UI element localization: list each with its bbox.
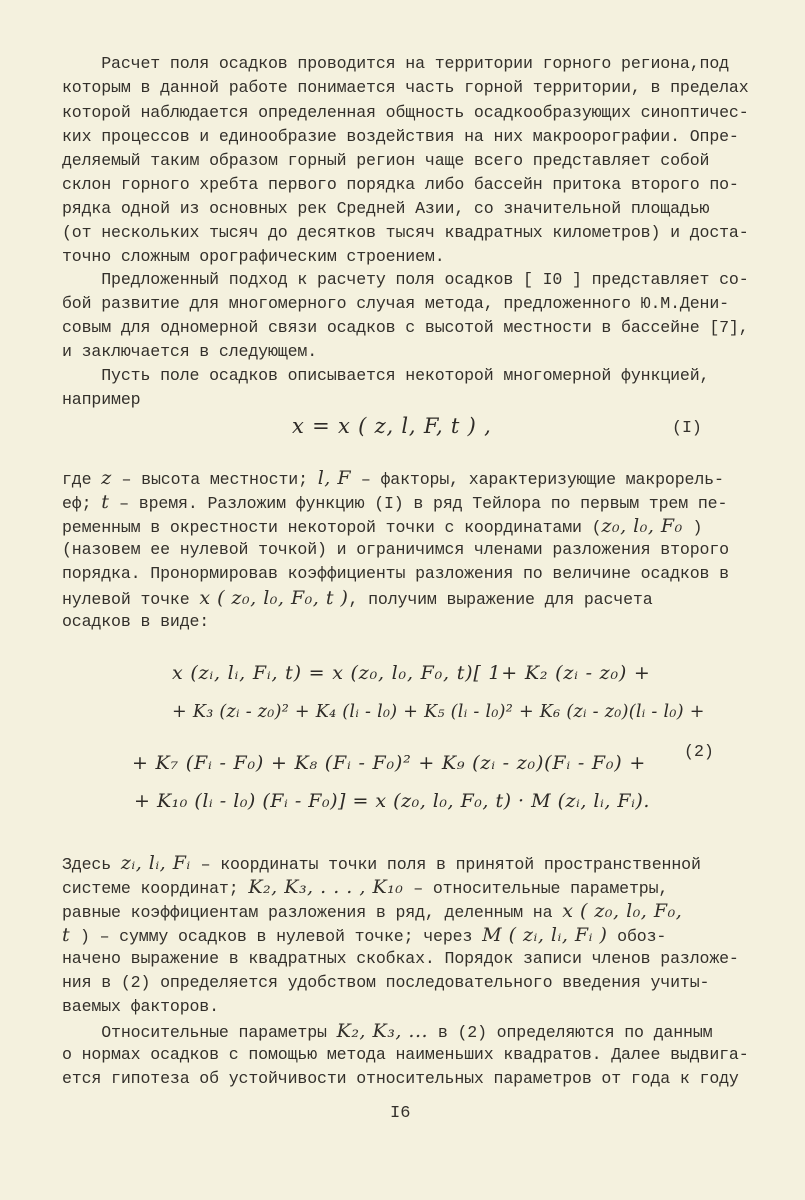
equation-2-line-4: + K₁₀ (lᵢ - l₀) (Fᵢ - F₀)] = x (z₀, l₀, F₀, t) · M (zᵢ, lᵢ, Fᵢ). — [134, 790, 650, 812]
zero-point-value: x ( z₀, l₀, F₀, t ) — [199, 587, 349, 609]
text-line: осадков в виде: — [62, 612, 210, 631]
text-line: ваемых факторов. — [62, 997, 219, 1016]
text-line: Здесь zᵢ, lᵢ, Fᵢ – координаты точки поля в принятой пространственной — [62, 852, 701, 874]
text-line: которым в данной работе понимается часть горной территории, в пределах — [62, 78, 749, 97]
zero-point-coords: z₀, l₀, F₀ — [601, 515, 683, 537]
text-line: склон горного хребта первого порядка либо бассейн притока второго по- — [62, 175, 739, 194]
equation-1: x = x ( z, l, F, t ) , — [292, 414, 492, 438]
text-line: ния в (2) определяется удобством последовательного введения учиты- — [62, 973, 710, 992]
text-line: точно сложным орографическим строением. — [62, 247, 445, 266]
text-line: совым для одномерной связи осадков с высотой местности в бассейне [7], — [62, 318, 749, 337]
text-line: ких процессов и единообразие воздействия на них макроорографии. Опре- — [62, 127, 739, 146]
text-line: Расчет поля осадков проводится на территории горного региона,под — [62, 54, 729, 73]
text-line: Пусть поле осадков описывается некоторой многомерной функцией, — [62, 366, 710, 385]
equation-2-number: (2) — [684, 742, 714, 761]
text-line: порядка. Пронормировав коэффициенты разложения по величине осадков в — [62, 564, 729, 583]
text-line: Относительные параметры K₂, K₃, ... в (2) определяются по данным — [62, 1020, 713, 1042]
text-line: ременным в окрестности некоторой точки с координатами (z₀, l₀, F₀ ) — [62, 515, 703, 537]
text-line: (от нескольких тысяч до десятков тысяч квадратных километров) и доста- — [62, 223, 749, 242]
text-line: деляемый таким образом горный регион чаще всего представляет собой — [62, 151, 710, 170]
text-line: рядка одной из основных рек Средней Азии, со значительной площадью — [62, 199, 710, 218]
equation-1-number: (I) — [672, 418, 702, 437]
zero-point-value: x ( z₀, l₀, F₀, — [562, 900, 683, 922]
text-line: нулевой точке x ( z₀, l₀, F₀, t ), получим выражение для расчета — [62, 587, 653, 609]
equation-2-line-1: x (zᵢ, lᵢ, Fᵢ, t) = x (z₀, l₀, F₀, t)[ 1+ K₂ (zᵢ - z₀) + — [172, 662, 651, 684]
var-l-f: l, F — [317, 467, 352, 489]
relative-params: K₂, K₃, ... — [336, 1020, 429, 1042]
var-z: z — [101, 467, 112, 489]
text-line: которой наблюдается определенная общность осадкообразующих синоптичес- — [62, 103, 749, 122]
text-line: равные коэффициентам разложения в ряд, деленным на x ( z₀, l₀, F₀, — [62, 900, 683, 922]
text-line: например — [62, 390, 141, 409]
equation-2-line-2: + K₃ (zᵢ - z₀)² + K₄ (lᵢ - l₀) + K₅ (lᵢ - l₀)² + K₆ (zᵢ - z₀)(lᵢ - l₀) + — [172, 702, 705, 722]
text-line: Предложенный подход к расчету поля осадков [ I0 ] представляет со- — [62, 270, 749, 289]
page-number: I6 — [390, 1104, 411, 1123]
text-line: еф; t – время. Разложим функцию (I) в ряд Тейлора по первым трем пе- — [62, 491, 728, 513]
point-coords: zᵢ, lᵢ, Fᵢ — [120, 852, 191, 874]
text-line: (назовем ее нулевой точкой) и ограничимся членами разложения второго — [62, 540, 729, 559]
var-t: t — [62, 924, 71, 946]
text-line: начено выражение в квадратных скобках. Порядок записи членов разложе- — [62, 949, 739, 968]
text-line: бой развитие для многомерного случая метода, предложенного Ю.М.Дени- — [62, 294, 729, 313]
bracket-expression: M ( zᵢ, lᵢ, Fᵢ ) — [482, 924, 608, 946]
equation-2-line-3: + K₇ (Fᵢ - F₀) + K₈ (Fᵢ - F₀)² + K₉ (zᵢ - z₀)(Fᵢ - F₀) + — [132, 752, 647, 774]
text-line: t ) – сумму осадков в нулевой точке; через M ( zᵢ, lᵢ, Fᵢ ) обоз- — [62, 924, 667, 946]
text-line: о нормах осадков с помощью метода наименьших квадратов. Далее выдвига- — [62, 1045, 749, 1064]
text-line: и заключается в следующем. — [62, 342, 318, 361]
text-line: где z – высота местности; l, F – факторы, характеризующие макрорель- — [62, 467, 724, 489]
var-t: t — [101, 491, 110, 513]
text-line: системе координат; K₂, K₃, . . . , K₁₀ – относительные параметры, — [62, 876, 669, 898]
relative-params: K₂, K₃, . . . , K₁₀ — [248, 876, 404, 898]
text-line: ется гипотеза об устойчивости относительных параметров от года к году — [62, 1069, 739, 1088]
